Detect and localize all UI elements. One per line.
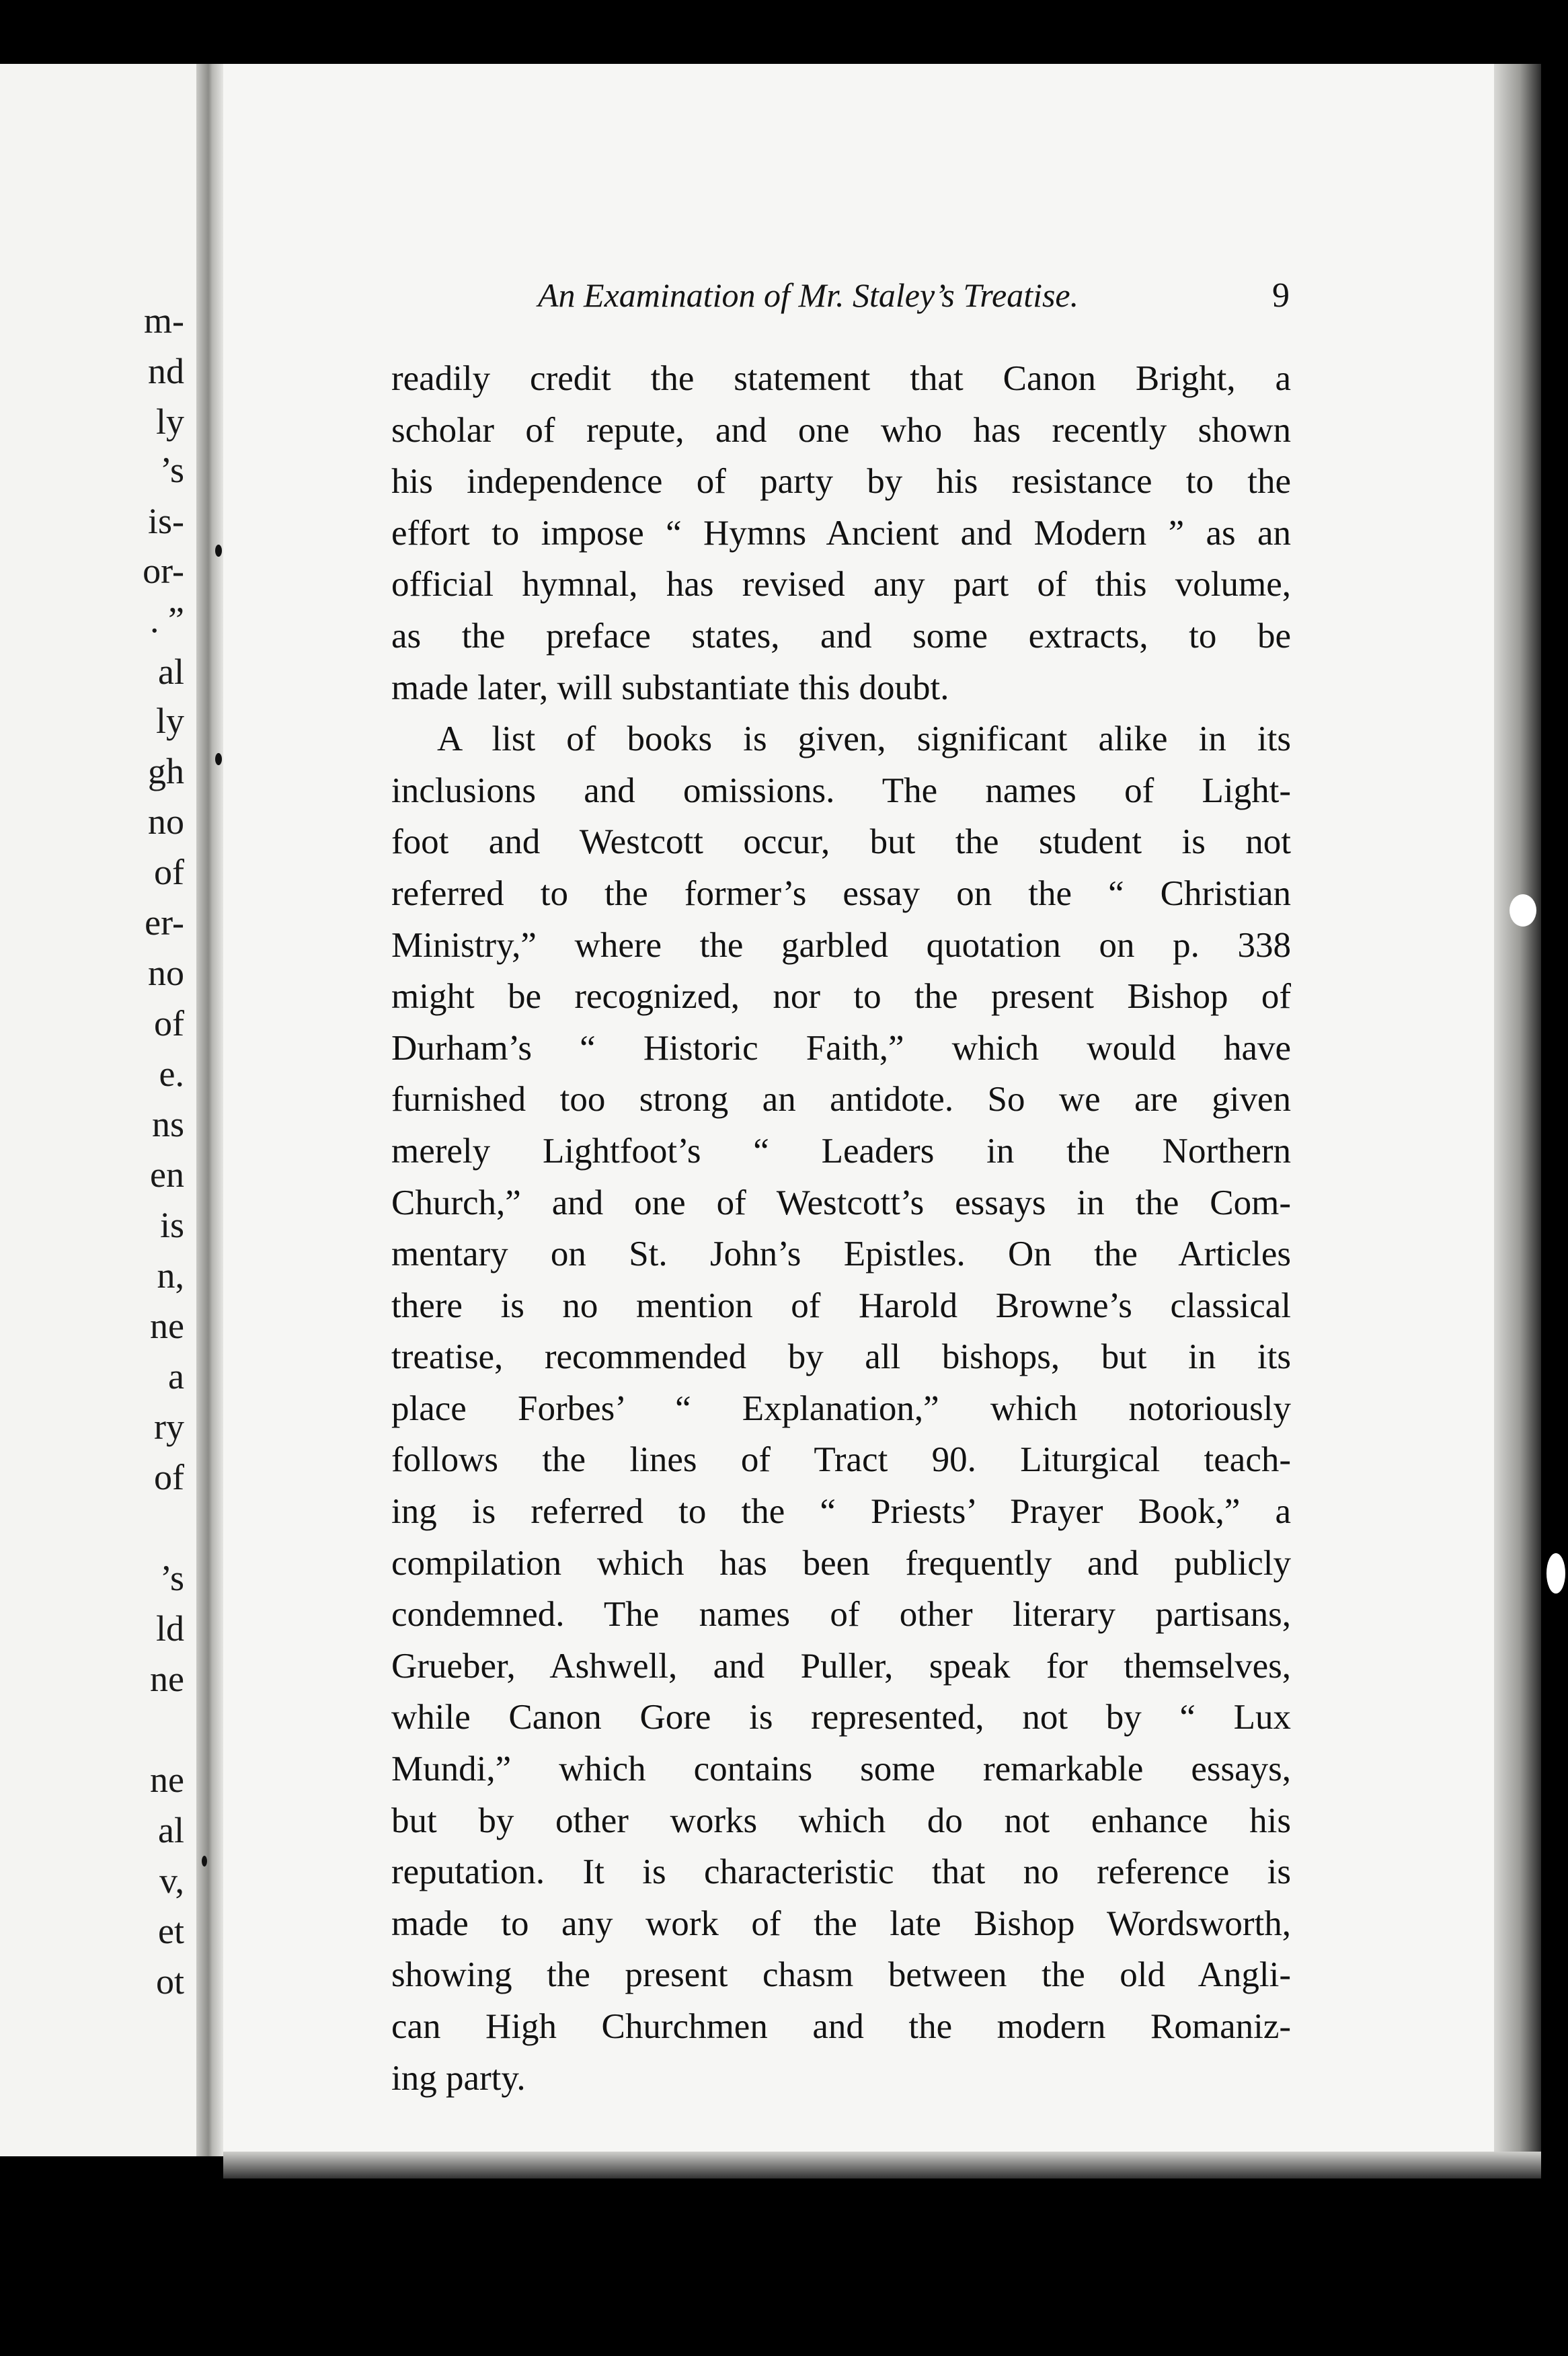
left-page-fragment: is (159, 1205, 184, 1245)
text-line: made later, will substantiate this doubt. (391, 668, 949, 707)
left-page-fragment: ot (155, 1961, 184, 2002)
left-page-fragment: ly (155, 701, 184, 741)
left-page-fragment: ne (150, 1760, 184, 1800)
page-body (391, 353, 1291, 2104)
text-line: as the preface states, and some extracts, to be (391, 616, 1291, 656)
text-line: ing is referred to the “ Priests’ Prayer Book,” a (391, 1492, 1291, 1532)
text-line: mentary on St. John’s Epistles. On the Articles (391, 1234, 1291, 1274)
text-line: his independence of party by his resistance to the (391, 462, 1291, 502)
left-page-fragment: ns (151, 1104, 184, 1144)
paragraph-1 (391, 353, 1291, 713)
text-line: Durham’s “ Historic Faith,” which would have (391, 1028, 1291, 1068)
text-line: but by other works which do not enhance his (391, 1801, 1291, 1840)
left-page-fragment: no (148, 953, 184, 993)
text-line: official hymnal, has revised any part of this volume, (391, 565, 1291, 604)
text-line: inclusions and omissions. The names of Light- (391, 771, 1291, 810)
text-line: condemned. The names of other literary partisans, (391, 1595, 1291, 1635)
scan-speck (215, 545, 222, 557)
left-page-fragment: ne (150, 1659, 184, 1699)
text-line: readily credit the statement that Canon Bright, a (391, 359, 1291, 398)
right-page-edge-shadow (1494, 64, 1541, 2170)
text-line: compilation which has been frequently and publicly (391, 1543, 1291, 1583)
text-line: Ministry,” where the garbled quotation on p. 338 (391, 925, 1291, 965)
left-page-fragment: of (154, 1003, 184, 1044)
scan-speck (202, 1856, 207, 1867)
left-page-fragment: ne (150, 1306, 184, 1346)
text-line: Mundi,” which contains some remarkable essays, (391, 1750, 1291, 1789)
left-page-fragment: er- (145, 902, 184, 943)
left-page-fragment: of (154, 1457, 184, 1497)
text-line: merely Lightfoot’s “ Leaders in the Northern (391, 1131, 1291, 1171)
text-line: can High Churchmen and the modern Romaniz- (391, 2007, 1291, 2046)
left-page-fragment: . ” (150, 600, 184, 640)
text-line: A list of books is given, significant alike in its (437, 719, 1291, 759)
left-page-fragment: al (158, 652, 184, 692)
left-page-fragment: n, (157, 1255, 184, 1296)
left-page-fragment: ’s (159, 1558, 184, 1598)
left-page-fragment: e. (159, 1054, 184, 1094)
text-line: referred to the former’s essay on the “ Christian (391, 873, 1291, 913)
running-title: An Examination of Mr. Staley’s Treatise. (538, 276, 1079, 314)
left-page-fragment: or- (143, 551, 184, 591)
text-line: treatise, recommended by all bishops, but in its (391, 1337, 1291, 1377)
scan-speck (1546, 1553, 1565, 1594)
text-line: follows the lines of Tract 90. Liturgical teach- (391, 1440, 1291, 1480)
text-line: Grueber, Ashwell, and Puller, speak for themselves, (391, 1646, 1291, 1686)
text-line: place Forbes’ “ Explanation,” which notoriously (391, 1388, 1291, 1428)
left-page-fragment: v, (159, 1860, 184, 1901)
text-line: effort to impose “ Hymns Ancient and Modern ” as an (391, 513, 1291, 553)
text-line: showing the present chasm between the old Angli- (391, 1955, 1291, 1995)
text-line: ing party. (391, 2058, 526, 2098)
left-page-fragment: nd (148, 351, 184, 391)
left-page-fragment: no (148, 801, 184, 842)
text-line: Church,” and one of Westcott’s essays in the Com- (391, 1183, 1291, 1222)
left-page-fragment: et (158, 1911, 184, 1951)
left-page-fragment: gh (148, 751, 184, 791)
book-gutter (196, 64, 223, 2156)
text-line: foot and Westcott occur, but the student is not (391, 822, 1291, 862)
page-number: 9 (1272, 276, 1290, 315)
left-page-fragment: ry (154, 1407, 184, 1447)
text-line: made to any work of the late Bishop Wordsworth, (391, 1903, 1291, 1943)
left-page-fragment: al (158, 1810, 184, 1850)
left-page-fragment: ld (155, 1608, 184, 1649)
left-page-fragment: ly (155, 401, 184, 442)
left-page-fragment: en (150, 1154, 184, 1195)
left-page-edge (0, 64, 196, 2156)
left-page-fragment: a (168, 1356, 184, 1397)
left-page-fragment: ’s (159, 450, 184, 490)
text-line: furnished too strong an antidote. So we are given (391, 1080, 1291, 1120)
left-page-fragment: of (154, 852, 184, 892)
bottom-page-shadow (223, 2152, 1541, 2178)
text-line: might be recognized, nor to the present Bishop of (391, 977, 1291, 1017)
scan-speck (215, 753, 222, 765)
left-page-fragment: is- (148, 501, 184, 541)
text-line: scholar of repute, and one who has recently shown (391, 410, 1291, 450)
paragraph-2 (391, 713, 1291, 2104)
left-page-fragment: m- (144, 301, 184, 341)
text-line: there is no mention of Harold Browne’s classical (391, 1286, 1291, 1325)
text-line: reputation. It is characteristic that no reference is (391, 1852, 1291, 1892)
text-line: while Canon Gore is represented, not by “ Lux (391, 1698, 1291, 1737)
scan-speck (1510, 894, 1536, 927)
